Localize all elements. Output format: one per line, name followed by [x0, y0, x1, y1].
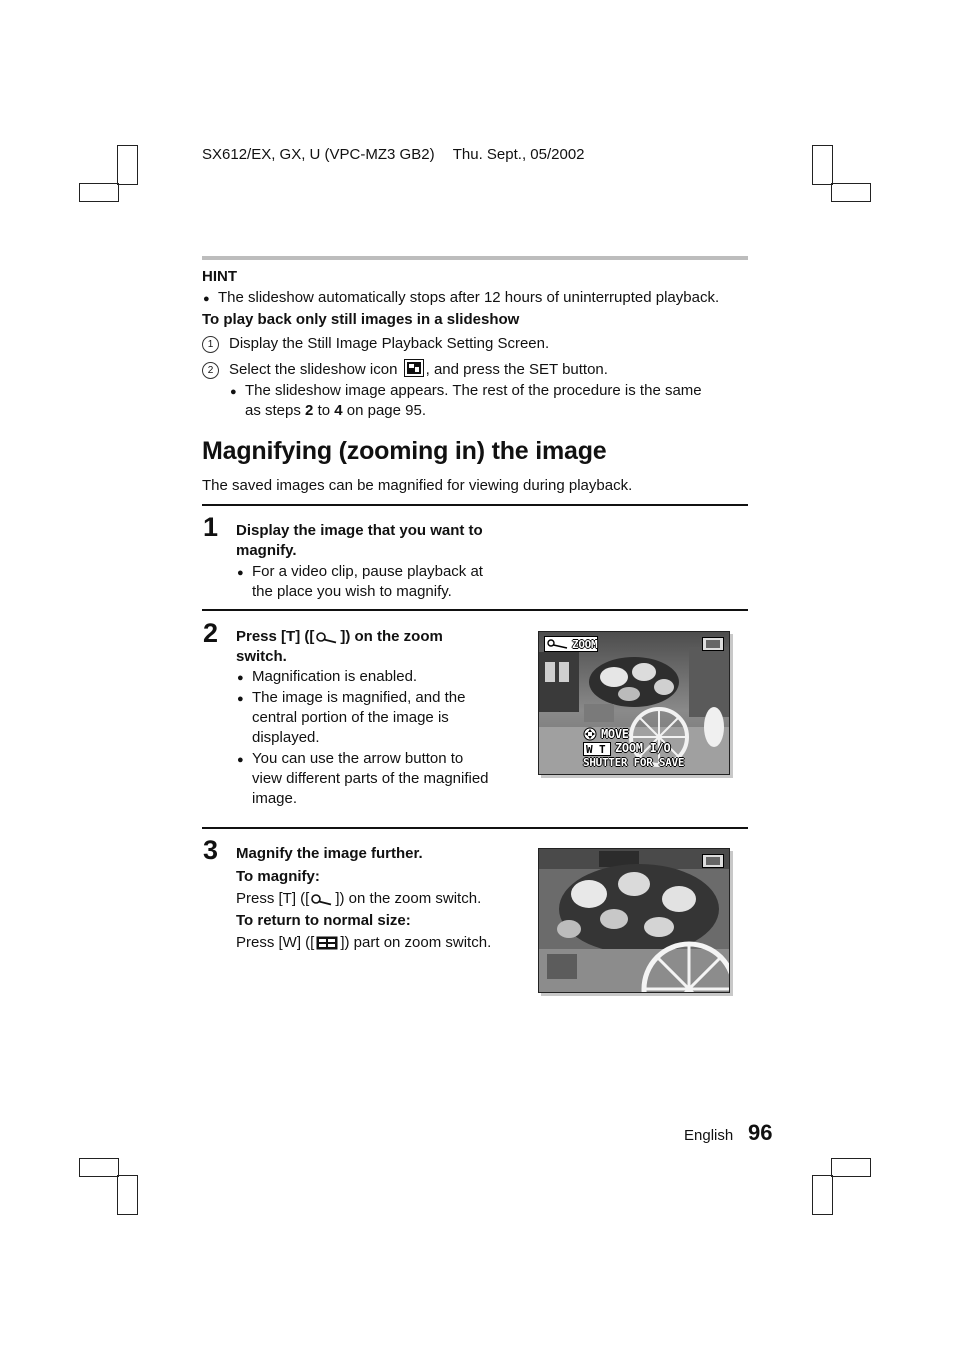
hint-step-2-bullet-line2	[245, 401, 426, 421]
step-2-bullets	[252, 667, 522, 809]
garden-photo-magnified	[539, 849, 730, 993]
step-2-bullet-1: ● Magnification is enabled.	[252, 667, 522, 687]
step-number: 1	[203, 512, 219, 542]
step-2-bullet-3: ● You can use the arrow button to	[252, 749, 522, 769]
hint-bullet: ● The slideshow automatically stops after 12 hours of uninterrupted playback.	[218, 288, 719, 308]
step-marker-circle: 2	[202, 362, 219, 379]
text: Press [T] ([	[236, 628, 315, 645]
magnifier-icon	[311, 894, 333, 906]
step-3-normal-text	[236, 933, 491, 953]
section-title: Magnifying (zooming in) the image	[202, 437, 607, 465]
step-1-bullet	[252, 562, 483, 602]
crop-mark	[117, 1175, 138, 1215]
thumbnail-grid-icon	[316, 936, 338, 950]
hint-title: HINT	[202, 268, 237, 285]
magnifier-icon	[316, 632, 338, 644]
text: ]) part on zoom switch.	[340, 934, 492, 951]
step-2-title	[236, 627, 443, 667]
step-ref: 4	[334, 402, 343, 419]
hint-step-2-text-a: Select the slideshow icon	[229, 361, 398, 378]
footer-language: English	[684, 1127, 734, 1144]
magnifier-icon	[547, 639, 569, 649]
step-2-bullet-2-line2: central portion of the image is	[252, 709, 449, 726]
text: Press [W] ([	[236, 934, 315, 951]
hint-subheading: To play back only still images in a slideshow	[202, 311, 520, 328]
hint-step-2-bullet-line1: The slideshow image appears. The rest of the procedure is the same	[245, 382, 702, 399]
text: to	[317, 402, 331, 419]
move-label: MOVE	[601, 727, 629, 741]
step-1-title-line1: Display the image that you want to	[236, 522, 483, 539]
step-ref: 2	[305, 402, 314, 419]
hint-divider	[202, 256, 748, 260]
hint-step-1	[202, 334, 549, 354]
step-1-title-line2: magnify.	[236, 542, 297, 559]
wt-indicator	[583, 742, 611, 756]
text: Press [T] ([	[236, 890, 310, 907]
crop-mark	[831, 1158, 871, 1177]
step-1-bullet-line2: the place you wish to magnify.	[252, 583, 452, 600]
arrow-pad-icon	[583, 727, 597, 741]
text: ]) on the zoom	[340, 628, 443, 645]
text: as steps	[245, 402, 301, 419]
step-3-sub-magnify: To magnify:	[236, 868, 320, 885]
step-2-title-line2: switch.	[236, 648, 287, 665]
zoom-label: ZOOM	[572, 638, 598, 651]
camera-screen-zoom	[538, 631, 730, 775]
hint-step-2-bullet	[245, 381, 702, 401]
playback-mode-icon	[702, 637, 724, 651]
step-1-title	[236, 521, 483, 561]
slideshow-icon	[404, 359, 424, 377]
step-3-title: Magnify the image further.	[236, 845, 423, 862]
header-date: Thu. Sept., 05/2002	[452, 146, 585, 163]
crop-mark	[79, 183, 119, 202]
playback-mode-icon	[702, 854, 724, 868]
text: ]) on the zoom switch.	[335, 890, 482, 907]
crop-mark	[812, 145, 833, 185]
step-marker-circle: 1	[202, 336, 219, 353]
zoom-io-label: ZOOM I/O	[615, 741, 671, 755]
hint-step-2-text-b: , and press the SET button.	[425, 361, 608, 378]
section-intro: The saved images can be magnified for viewing during playback.	[202, 477, 633, 494]
hint-step-1-text: Display the Still Image Playback Setting Screen.	[229, 335, 550, 352]
step-divider	[202, 609, 748, 611]
step-number: 3	[203, 835, 219, 865]
step-3-sub-normal: To return to normal size:	[236, 912, 411, 929]
shutter-save-label: SHUTTER FOR SAVE	[583, 756, 685, 769]
page-number: 96	[748, 1120, 773, 1145]
text: on page 95.	[346, 402, 427, 419]
camera-screen-magnified	[538, 848, 730, 993]
step-2-title-line1	[236, 627, 443, 647]
step-2-bullet-3-line3: image.	[252, 790, 298, 807]
step-2-bullet-2: ● The image is magnified, and the	[252, 688, 522, 708]
hint-step-2	[202, 359, 608, 380]
step-2-bullet-3-line2: view different parts of the magnified	[252, 770, 489, 787]
crop-mark	[117, 145, 138, 185]
step-number: 2	[203, 618, 219, 648]
step-1-bullet-line1: ● For a video clip, pause playback at	[252, 562, 483, 582]
header-model: SX612/EX, GX, U (VPC-MZ3 GB2)	[202, 146, 435, 163]
step-divider	[202, 504, 748, 506]
step-divider	[202, 827, 748, 829]
step-2-bullet-2-line3: displayed.	[252, 729, 320, 746]
step-3-magnify-text	[236, 889, 481, 909]
crop-mark	[831, 183, 871, 202]
crop-mark	[812, 1175, 833, 1215]
crop-mark	[79, 1158, 119, 1177]
zoom-indicator	[544, 636, 598, 652]
t-label: T	[599, 743, 606, 756]
print-header	[202, 146, 585, 163]
w-label: W	[586, 743, 593, 756]
